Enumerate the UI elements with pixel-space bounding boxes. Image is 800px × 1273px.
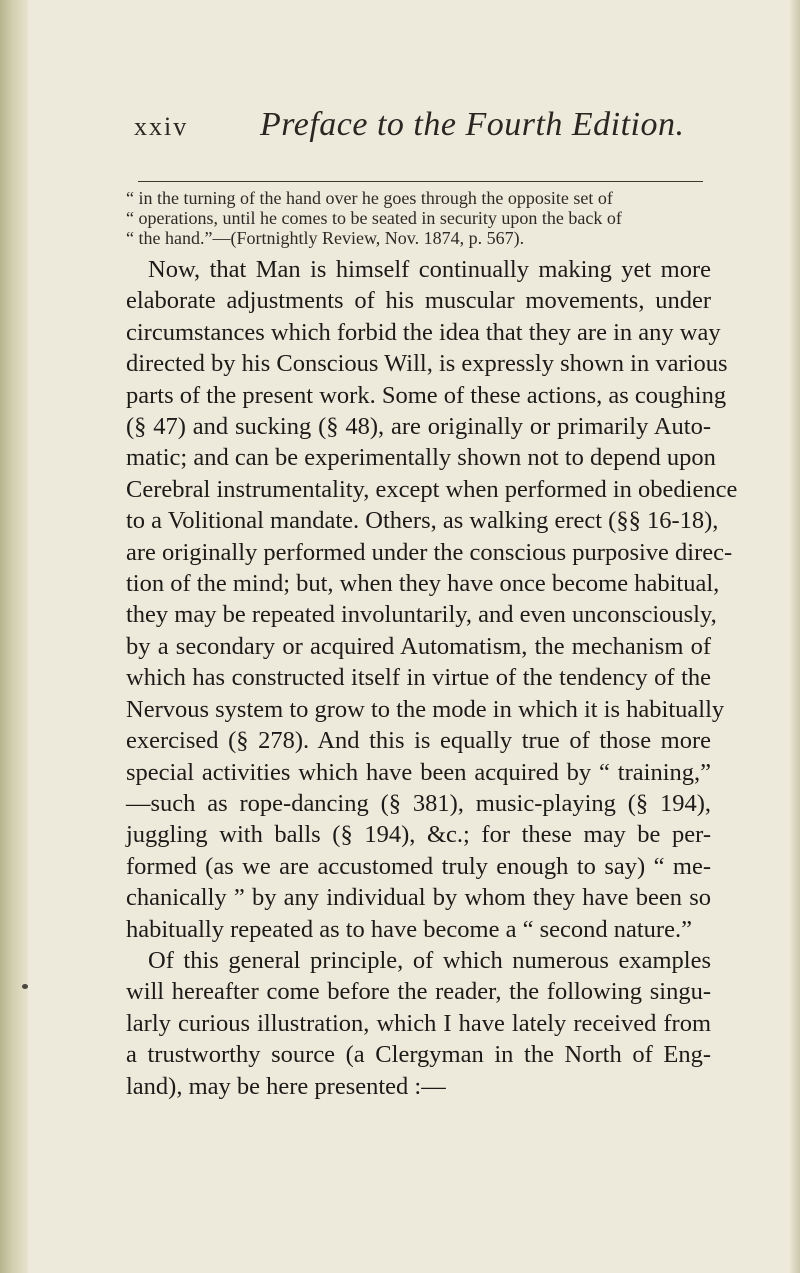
paragraph-line: parts of the present work. Some of these actions, as coughing — [126, 381, 727, 409]
page-number: xxiv — [134, 112, 189, 141]
paragraph-line: Now, that Man is himself continually making yet more — [148, 256, 711, 283]
ink-smudge — [22, 984, 28, 989]
paragraph-line: a trustworthy source (a Clergyman in the North of Eng- — [126, 1041, 711, 1069]
binding-edge — [0, 0, 28, 1273]
paragraph-line: larly curious illustration, which I have lately received from — [126, 1009, 711, 1037]
paragraph-line: juggling with balls (§ 194), &c.; for these may be per- — [126, 821, 711, 849]
paragraph-line: are originally performed under the conscious purposive direc- — [126, 538, 733, 566]
paragraph-line: exercised (§ 278). And this is equally true of those more — [126, 727, 711, 755]
paragraph-line: habitually repeated as to have become a “ second nature.” — [126, 915, 692, 943]
paragraph-line: Of this general principle, of which numerous examples — [148, 946, 711, 974]
header-rule — [138, 181, 703, 182]
paragraph-line: formed (as we are accustomed truly enough to say) “ me- — [126, 852, 711, 880]
paragraph-line: by a secondary or acquired Automatism, the mechanism of — [126, 632, 711, 660]
paragraph-line: circumstances which forbid the idea that they are in any way — [126, 318, 721, 346]
page-header — [134, 106, 714, 156]
quote-line: “ in the turning of the hand over he goes through the opposite set of — [126, 188, 613, 208]
paragraph-line: land), may be here presented :— — [126, 1072, 446, 1100]
body-text — [126, 254, 738, 1102]
paragraph-line: elaborate adjustments of his muscular movements, under — [126, 287, 711, 315]
paragraph-line: which has constructed itself in virtue of the tendency of the — [126, 664, 711, 692]
quote-line: “ the hand.”—(Fortnightly Review, Nov. 1874, p. 567). — [126, 228, 525, 248]
paragraph-line: will hereafter come before the reader, the following singu- — [126, 978, 711, 1006]
paragraph-line: special activities which have been acquired by “ training,” — [126, 758, 711, 786]
page-edge — [790, 0, 800, 1273]
paragraph-line: directed by his Conscious Will, is expressly shown in various — [126, 350, 728, 378]
running-title: Preface to the Fourth Edition. — [260, 106, 685, 143]
paragraph-line: to a Volitional mandate. Others, as walking erect (§§ 16-18), — [126, 507, 719, 535]
paragraph-line: Nervous system to grow to the mode in which it is habitually — [126, 695, 725, 723]
paragraph-line: tion of the mind; but, when they have once become habitual, — [126, 570, 720, 598]
page-content — [88, 0, 788, 1273]
paragraph-line: matic; and can be experimentally shown not to depend upon — [126, 444, 716, 472]
quote-line: “ operations, until he comes to be seated in security upon the back of — [126, 208, 622, 228]
paragraph-line: (§ 47) and sucking (§ 48), are originally or primarily Auto- — [126, 413, 711, 441]
paragraph-line: they may be repeated involuntarily, and even unconsciously, — [126, 601, 717, 629]
paragraph-line: chanically ” by any individual by whom they have been so — [126, 884, 711, 912]
paragraph-line: —such as rope-dancing (§ 381), music-playing (§ 194), — [126, 789, 711, 817]
paragraph-line: Cerebral instrumentality, except when performed in obedience — [126, 475, 738, 503]
quotation-block — [126, 188, 716, 248]
